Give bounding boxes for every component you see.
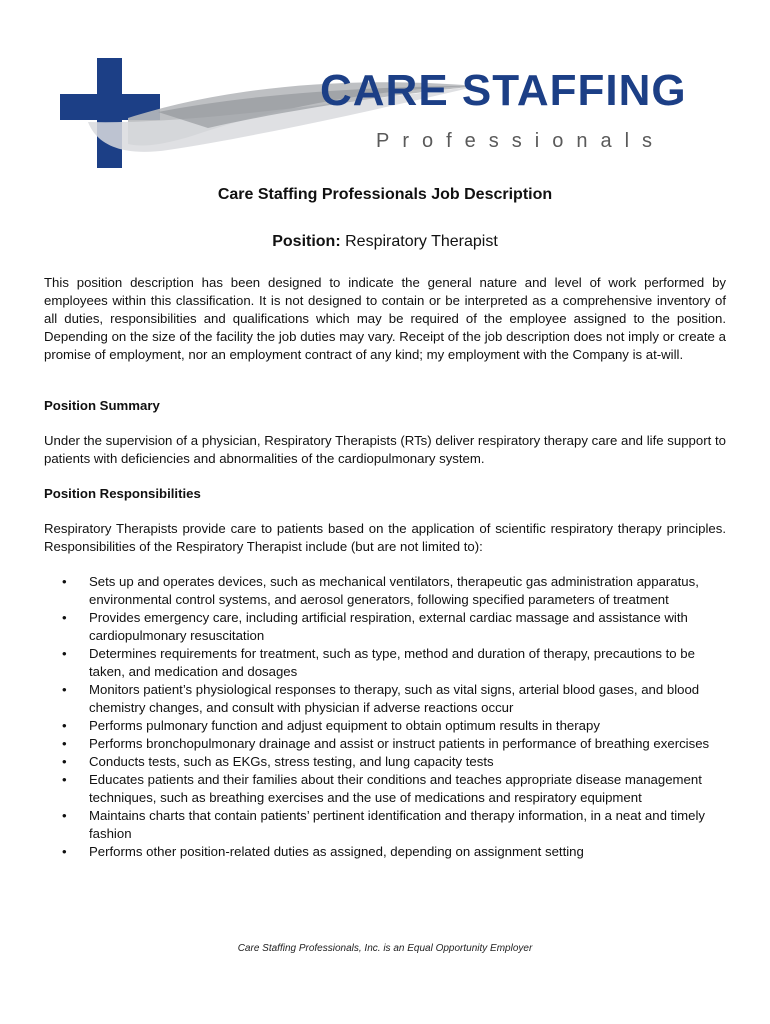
- footer-note: Care Staffing Professionals, Inc. is an Equal Opportunity Employer: [237, 943, 533, 954]
- list-item-text: Maintains charts that contain patients’ pertinent identification and therapy information, in a neat and timely fashion: [89, 808, 706, 841]
- company-logo: [58, 52, 728, 182]
- position-label: Position:: [272, 233, 341, 250]
- logo-title: CARE STAFFING: [320, 66, 687, 115]
- position-line: [0, 233, 770, 251]
- bullet-icon: •: [62, 646, 67, 661]
- bullet-icon: •: [62, 610, 67, 625]
- list-item-text: Performs bronchopulmonary drainage and assist or instruct patients in performance of breathing exercises: [89, 736, 710, 751]
- responsibilities-intro: Respiratory Therapists provide care to patients based on the application of scientific respiratory therapy principles. Responsibilities of the Respiratory Therapist include (but are not limited to):: [44, 521, 726, 554]
- list-item-text: Conducts tests, such as EKGs, stress testing, and lung capacity tests: [89, 754, 494, 769]
- bullet-icon: •: [62, 772, 67, 787]
- intro-paragraph: This position description has been designed to indicate the general nature and level of work performed by employees within this classification. It is not designed to contain or be interpreted as a comprehensive inventory of all duties, responsibilities and qualifications which may be required of the employee assigned to the position. Depending on the size of the facility the job duties may vary. Receipt of the job description does not imply or create a promise of employment, nor an employment contract of any kind; my employment with the Company is at-will.: [44, 275, 726, 362]
- bullet-icon: •: [62, 718, 67, 733]
- bullet-icon: •: [62, 574, 67, 589]
- list-item: [44, 807, 726, 843]
- list-item: [44, 609, 726, 645]
- list-item-text: Performs other position-related duties as assigned, depending on assignment setting: [89, 844, 584, 859]
- list-item-text: Sets up and operates devices, such as mechanical ventilators, therapeutic gas administration apparatus, environmental control systems, and aerosol generators, following specified parameters of treatment: [89, 574, 699, 607]
- list-item-text: Educates patients and their families about their conditions and teaches appropriate disease management techniques, such as breathing exercises and the use of medications and respiratory equipment: [89, 772, 702, 805]
- list-item-text: Provides emergency care, including artificial respiration, external cardiac massage and assistance with cardiopulmonary resuscitation: [89, 610, 688, 643]
- summary-paragraph: Under the supervision of a physician, Respiratory Therapists (RTs) deliver respiratory therapy care and life support to patients with deficiencies and abnormalities of the cardiopulmonary system.: [44, 433, 726, 466]
- list-item-text: Performs pulmonary function and adjust equipment to obtain optimum results in therapy: [89, 718, 600, 733]
- list-item: [44, 681, 726, 717]
- list-item: [44, 573, 726, 609]
- bullet-icon: •: [62, 808, 67, 823]
- position-value: Respiratory Therapist: [345, 233, 498, 250]
- list-item: [44, 735, 726, 753]
- list-item-text: Monitors patient’s physiological responses to therapy, such as vital signs, arterial blood gases, and blood chemistry changes, and consult with physician if adverse reactions occur: [89, 682, 700, 715]
- logo-subtitle: Professionals: [376, 130, 666, 152]
- responsibilities-list: [44, 573, 726, 861]
- list-item: [44, 843, 726, 861]
- document-title: Care Staffing Professionals Job Description: [217, 186, 553, 203]
- list-item-text: Determines requirements for treatment, such as type, method and duration of therapy, precautions to be taken, and medication and dosages: [89, 646, 695, 679]
- list-item: [44, 645, 726, 681]
- bullet-icon: •: [62, 682, 67, 697]
- responsibilities-heading: Position Responsibilities: [44, 486, 201, 501]
- bullet-icon: •: [62, 844, 67, 859]
- list-item: [44, 753, 726, 771]
- bullet-icon: •: [62, 754, 67, 769]
- list-item: [44, 717, 726, 735]
- bullet-icon: •: [62, 736, 67, 751]
- summary-heading: Position Summary: [44, 398, 160, 413]
- list-item: [44, 771, 726, 807]
